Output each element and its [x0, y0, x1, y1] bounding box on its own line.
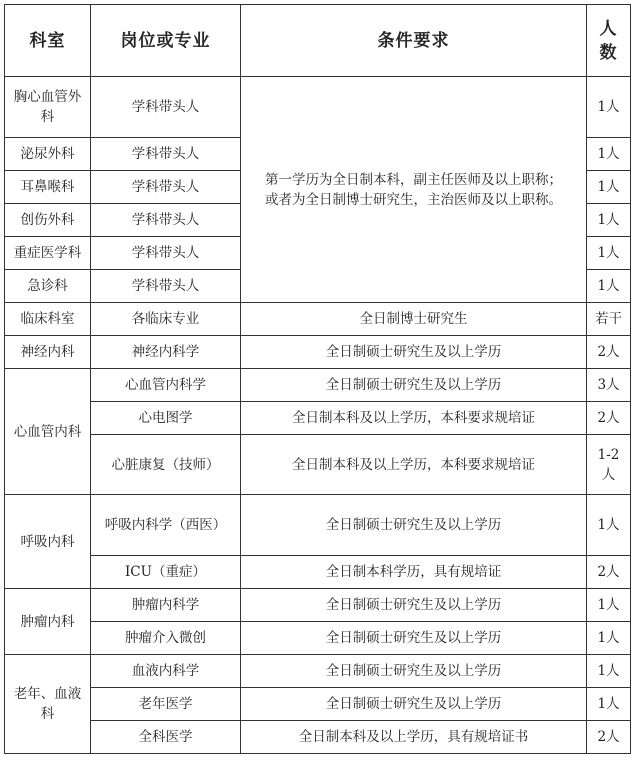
table-row — [5, 435, 631, 495]
count-cell: 1-2人 — [587, 435, 631, 495]
header-count: 人数 — [587, 5, 631, 77]
merged-condition-line2: 或者为全日制博士研究生，主治医师及以上职称。 — [265, 191, 562, 208]
header-row — [5, 5, 631, 77]
post-cell: 学科带头人 — [91, 270, 241, 303]
dept-cell: 老年、血液科 — [5, 655, 91, 754]
dept-cell: 呼吸内科 — [5, 495, 91, 589]
table-row — [5, 336, 631, 369]
post-cell: 学科带头人 — [91, 138, 241, 171]
post-cell: 各临床专业 — [91, 303, 241, 336]
dept-cell: 急诊科 — [5, 270, 91, 303]
cond-cell: 全日制硕士研究生及以上学历 — [241, 655, 587, 688]
count-cell: 1人 — [587, 204, 631, 237]
header-dept: 科室 — [5, 5, 91, 77]
cond-cell: 全日制硕士研究生及以上学历 — [241, 495, 587, 556]
post-cell: 心电图学 — [91, 402, 241, 435]
dept-cell: 肿瘤内科 — [5, 589, 91, 655]
count-cell: 2人 — [587, 402, 631, 435]
dept-cell: 重症医学科 — [5, 237, 91, 270]
table-row — [5, 369, 631, 402]
count-cell: 2人 — [587, 556, 631, 589]
table-row — [5, 303, 631, 336]
count-cell: 2人 — [587, 336, 631, 369]
cond-cell: 全日制硕士研究生及以上学历 — [241, 589, 587, 622]
post-cell: 全科医学 — [91, 721, 241, 754]
post-cell: 学科带头人 — [91, 237, 241, 270]
count-cell: 1人 — [587, 171, 631, 204]
dept-cell: 心血管内科 — [5, 369, 91, 495]
count-cell: 1人 — [587, 77, 631, 138]
dept-cell: 创伤外科 — [5, 204, 91, 237]
table-row — [5, 622, 631, 655]
post-cell: ICU（重症） — [91, 556, 241, 589]
merged-condition-cell — [241, 77, 587, 303]
cond-cell: 全日制硕士研究生及以上学历 — [241, 688, 587, 721]
dept-cell: 耳鼻喉科 — [5, 171, 91, 204]
count-cell: 1人 — [587, 589, 631, 622]
cond-cell: 全日制硕士研究生及以上学历 — [241, 622, 587, 655]
dept-cell: 临床科室 — [5, 303, 91, 336]
post-cell: 学科带头人 — [91, 77, 241, 138]
count-cell: 若干 — [587, 303, 631, 336]
count-cell: 1人 — [587, 495, 631, 556]
cond-cell: 全日制博士研究生 — [241, 303, 587, 336]
count-cell: 1人 — [587, 688, 631, 721]
post-cell: 老年医学 — [91, 688, 241, 721]
post-cell: 学科带头人 — [91, 204, 241, 237]
post-cell: 肿瘤内科学 — [91, 589, 241, 622]
table-row — [5, 77, 631, 138]
table-row — [5, 589, 631, 622]
count-cell: 1人 — [587, 622, 631, 655]
table-row — [5, 556, 631, 589]
cond-cell: 全日制硕士研究生及以上学历 — [241, 369, 587, 402]
post-cell: 心血管内科学 — [91, 369, 241, 402]
post-cell: 心脏康复（技师） — [91, 435, 241, 495]
table-row — [5, 721, 631, 754]
header-cond: 条件要求 — [241, 5, 587, 77]
dept-cell: 神经内科 — [5, 336, 91, 369]
dept-cell: 泌尿外科 — [5, 138, 91, 171]
merged-condition-line1: 第一学历为全日制本科，副主任医师及以上职称； — [265, 171, 562, 188]
count-cell: 1人 — [587, 138, 631, 171]
post-cell: 学科带头人 — [91, 171, 241, 204]
count-cell: 3人 — [587, 369, 631, 402]
header-post: 岗位或专业 — [91, 5, 241, 77]
recruitment-table — [4, 4, 631, 754]
post-cell: 神经内科学 — [91, 336, 241, 369]
cond-cell: 全日制本科及以上学历，本科要求规培证 — [241, 435, 587, 495]
cond-cell: 全日制本科学历，具有规培证 — [241, 556, 587, 589]
count-cell: 1人 — [587, 655, 631, 688]
cond-cell: 全日制硕士研究生及以上学历 — [241, 336, 587, 369]
count-cell: 2人 — [587, 721, 631, 754]
post-cell: 肿瘤介入微创 — [91, 622, 241, 655]
dept-cell: 胸心血管外科 — [5, 77, 91, 138]
count-cell: 1人 — [587, 237, 631, 270]
table-row — [5, 688, 631, 721]
table-row — [5, 402, 631, 435]
count-cell: 1人 — [587, 270, 631, 303]
table-row — [5, 655, 631, 688]
cond-cell: 全日制本科及以上学历，本科要求规培证 — [241, 402, 587, 435]
table-row — [5, 495, 631, 556]
cond-cell: 全日制本科及以上学历，具有规培证书 — [241, 721, 587, 754]
post-cell: 呼吸内科学（西医） — [91, 495, 241, 556]
post-cell: 血液内科学 — [91, 655, 241, 688]
